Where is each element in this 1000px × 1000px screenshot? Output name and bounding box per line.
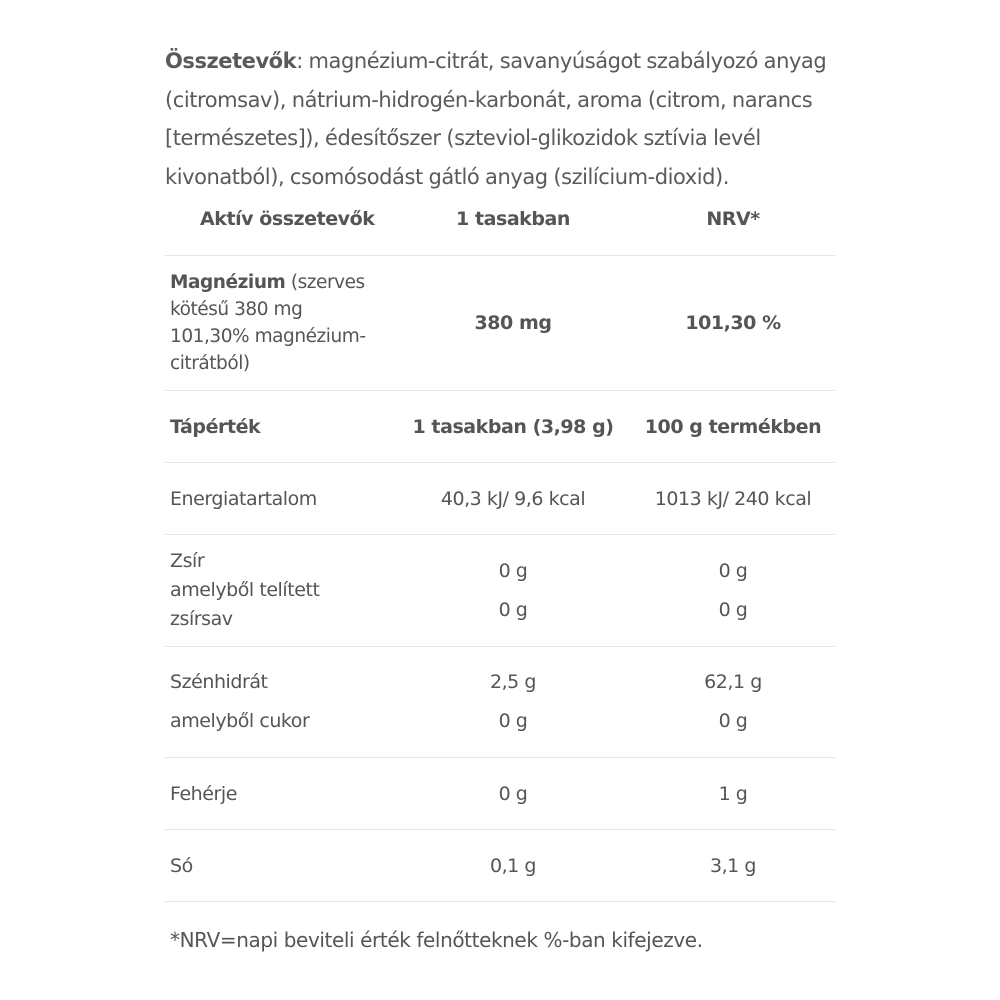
carbs-label-line: Szénhidrát: [170, 671, 268, 693]
nutrition-table: [165, 182, 835, 902]
salt-per-100g: 3,1 g: [709, 854, 757, 877]
magnesium-nrv: 101,30 %: [685, 312, 781, 334]
nrv-footnote: *NRV=napi beviteli érték felnőtteknek %-ban kifejezve.: [170, 928, 703, 952]
sugar-per-sachet-value: 0 g: [498, 710, 528, 732]
fat-label: [170, 535, 385, 646]
energy-per-100g: 1013 kJ/ 240 kcal: [654, 487, 812, 510]
header-active-ingredients: Aktív összetevők: [200, 207, 375, 230]
fat-label-line: Zsír: [170, 550, 205, 572]
table-row-magnesium: [165, 256, 835, 391]
nutrition-header-label: Tápérték: [170, 415, 261, 438]
salt-per-sachet: 0,1 g: [489, 854, 537, 877]
fat-per-100g: [623, 535, 843, 646]
table-row-protein: [165, 758, 835, 830]
magnesium-name: Magnézium: [170, 272, 286, 293]
header-per-sachet: 1 tasakban: [456, 207, 570, 230]
energy-label: Energiatartalom: [170, 487, 317, 510]
table-row-carbs: [165, 647, 835, 758]
table-row-energy: [165, 463, 835, 535]
magnesium-per-sachet: 380 mg: [474, 312, 552, 334]
header-nrv: NRV*: [706, 207, 760, 230]
fat-per-100g-value: 0 g: [718, 559, 748, 582]
carbs-label-line: amelyből cukor: [170, 710, 310, 732]
nutrition-header-per-100g: 100 g termékben: [644, 415, 822, 438]
table-header-row: [165, 182, 835, 256]
table-row-salt: [165, 830, 835, 902]
saturated-fat-per-100g-value: 0 g: [718, 598, 748, 621]
ingredients-paragraph: [165, 42, 845, 196]
nutrition-header-per-sachet: 1 tasakban (3,98 g): [412, 415, 614, 438]
magnesium-label: [170, 256, 385, 390]
carbs-per-sachet: [403, 647, 623, 757]
table-row-fat: [165, 535, 835, 647]
carbs-per-100g-value: 62,1 g: [704, 671, 762, 693]
magnesium-desc-line: citrátból): [170, 353, 250, 374]
carbs-label: [170, 647, 385, 757]
salt-label: Só: [170, 854, 193, 877]
energy-per-sachet: 40,3 kJ/ 9,6 kcal: [440, 487, 586, 510]
table-row-nutrition-header: [165, 391, 835, 463]
protein-per-100g: 1 g: [718, 782, 748, 805]
carbs-per-sachet-value: 2,5 g: [489, 671, 537, 693]
carbs-per-100g: [623, 647, 843, 757]
sugar-per-100g-value: 0 g: [718, 710, 748, 732]
fat-label-line: zsírsav: [170, 608, 233, 630]
fat-label-line: amelyből telített: [170, 579, 320, 601]
saturated-fat-per-sachet-value: 0 g: [498, 598, 528, 621]
ingredients-label: Összetevők: [165, 49, 297, 73]
ingredients-text: : magnézium-citrát, savanyúságot szabályozó anyag (citromsav), nátrium-hidrogén-karbonát, aroma (citrom, narancs [természetes]), édesítőszer (szteviol-glikozidok sztívia levél kivonatból), csomósodást gátló anyag (szilícium-dioxid).: [165, 49, 827, 189]
fat-per-sachet-value: 0 g: [498, 559, 528, 582]
protein-per-sachet: 0 g: [498, 782, 528, 805]
magnesium-desc-line: 101,30% magnézium-: [170, 326, 366, 347]
protein-label: Fehérje: [170, 782, 237, 805]
magnesium-desc-line: (szerves: [290, 272, 365, 293]
magnesium-desc-line: kötésű 380 mg: [170, 299, 303, 320]
fat-per-sachet: [403, 535, 623, 646]
